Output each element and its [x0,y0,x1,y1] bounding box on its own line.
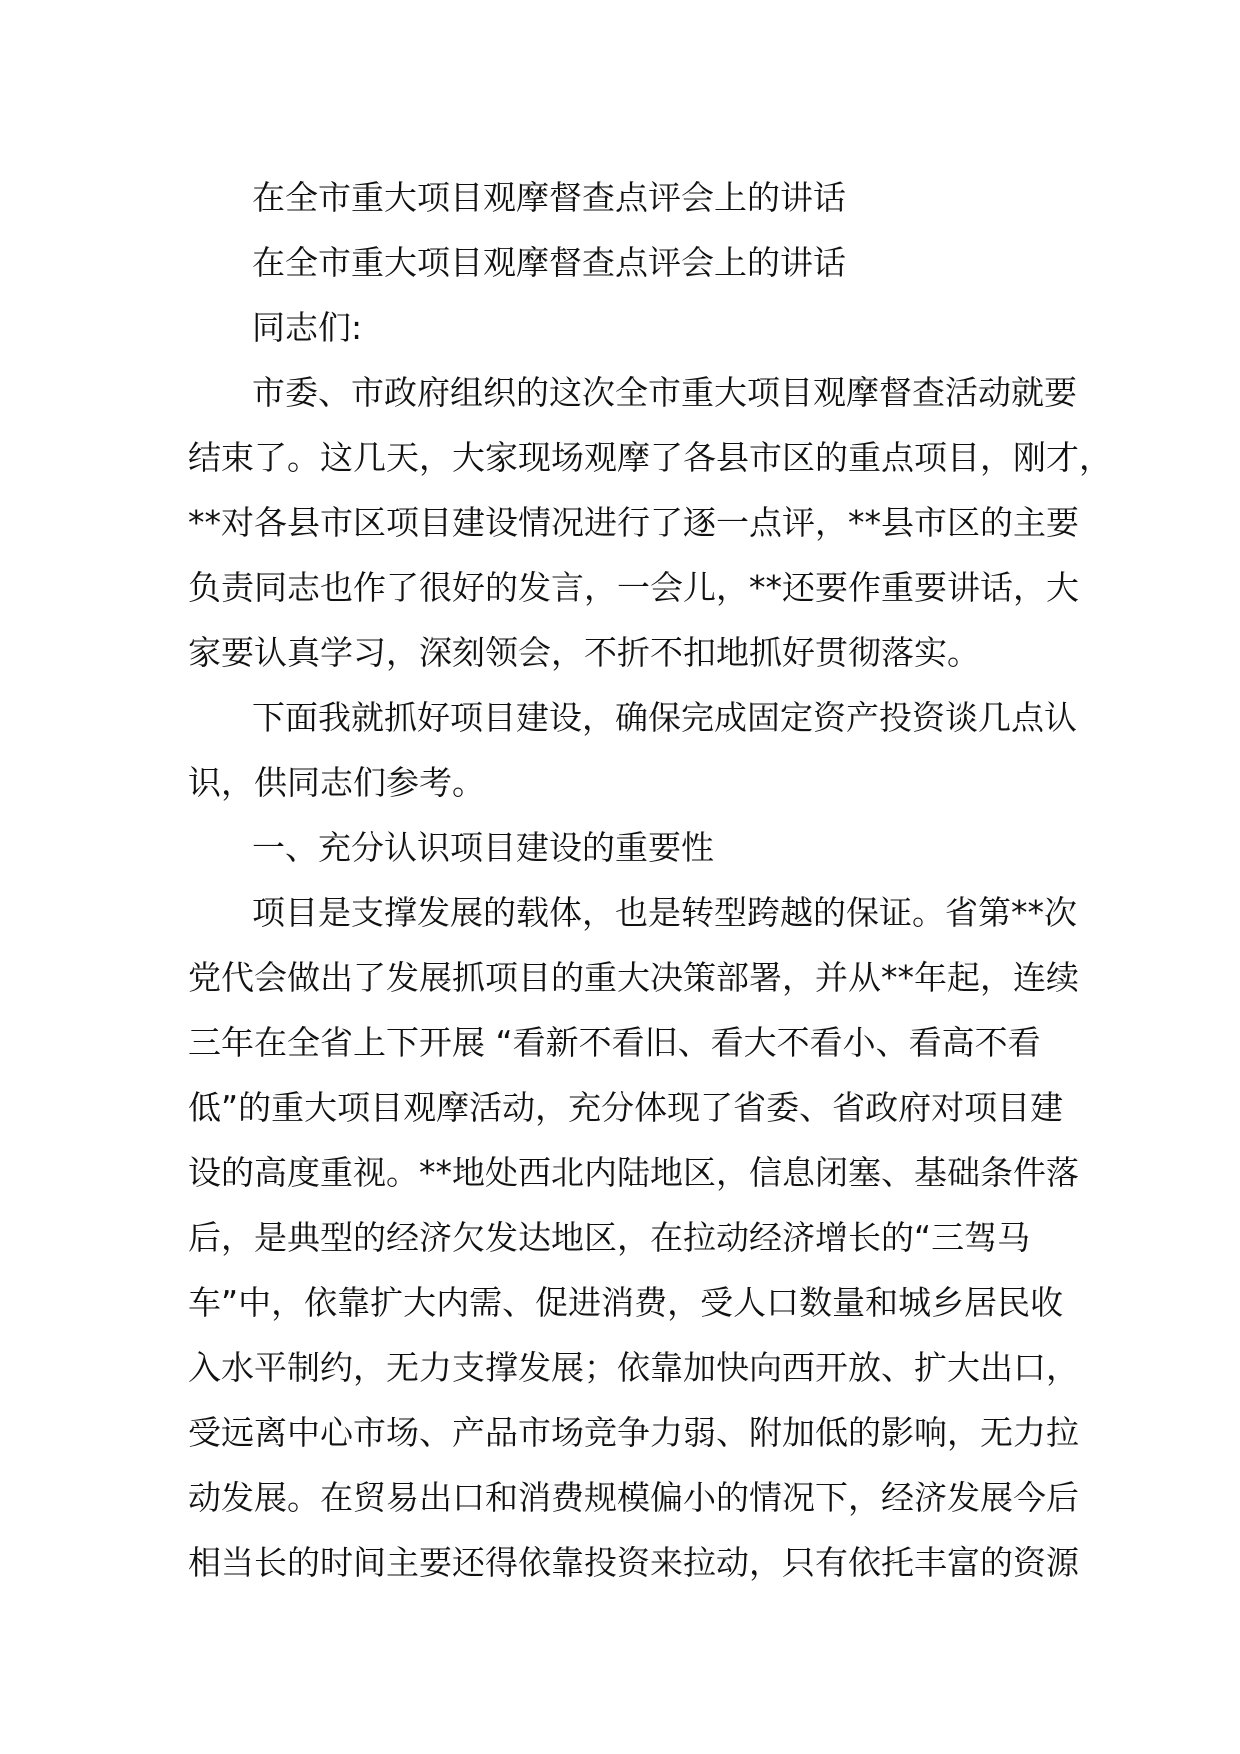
document-line: 同志们: [252,308,363,347]
document-line: 动发展。在贸易出口和消费规模偏小的情况下，经济发展今后 [188,1478,1079,1517]
document-line: 低”的重大项目观摩活动，充分体现了省委、省政府对项目建 [188,1088,1064,1127]
document-line: 结束了。这几天，大家现场观摩了各县市区的重点项目，刚才， [188,438,1112,477]
document-line: 市委、市政府组织的这次全市重大项目观摩督查活动就要 [252,373,1077,412]
document-line: 三年在全省上下开展 “看新不看旧、看大不看小、看高不看 [188,1023,1041,1062]
document-line: 识，供同志们参考。 [188,763,485,802]
document-line: 党代会做出了发展抓项目的重大决策部署，并从**年起，连续 [188,958,1079,997]
document-line: 入水平制约，无力支撑发展；依靠加快向西开放、扩大出口， [188,1348,1079,1387]
document-line: 负责同志也作了很好的发言，一会儿，**还要作重要讲话，大 [188,568,1079,607]
document-line: 在全市重大项目观摩督查点评会上的讲话 [252,178,846,217]
document-line: 受远离中心市场、产品市场竞争力弱、附加低的影响，无力拉 [188,1413,1079,1452]
document-line: 一、充分认识项目建设的重要性 [252,828,714,867]
document-line: 后，是典型的经济欠发达地区，在拉动经济增长的“三驾马 [188,1218,1031,1257]
document-line: 设的高度重视。**地处西北内陆地区，信息闭塞、基础条件落 [188,1153,1079,1192]
document-line: 下面我就抓好项目建设，确保完成固定资产投资谈几点认 [252,698,1077,737]
document-line: 车”中，依靠扩大内需、促进消费，受人口数量和城乡居民收 [188,1283,1064,1322]
document-body [188,165,1112,1595]
document-line: 家要认真学习，深刻领会，不折不扣地抓好贯彻落实。 [188,633,980,672]
document-line: 相当长的时间主要还得依靠投资来拉动，只有依托丰富的资源 [188,1543,1079,1582]
document-line: 项目是支撑发展的载体，也是转型跨越的保证。省第**次 [252,893,1077,932]
document-line: **对各县市区项目建设情况进行了逐一点评，**县市区的主要 [188,503,1079,542]
document-line: 在全市重大项目观摩督查点评会上的讲话 [252,243,846,282]
